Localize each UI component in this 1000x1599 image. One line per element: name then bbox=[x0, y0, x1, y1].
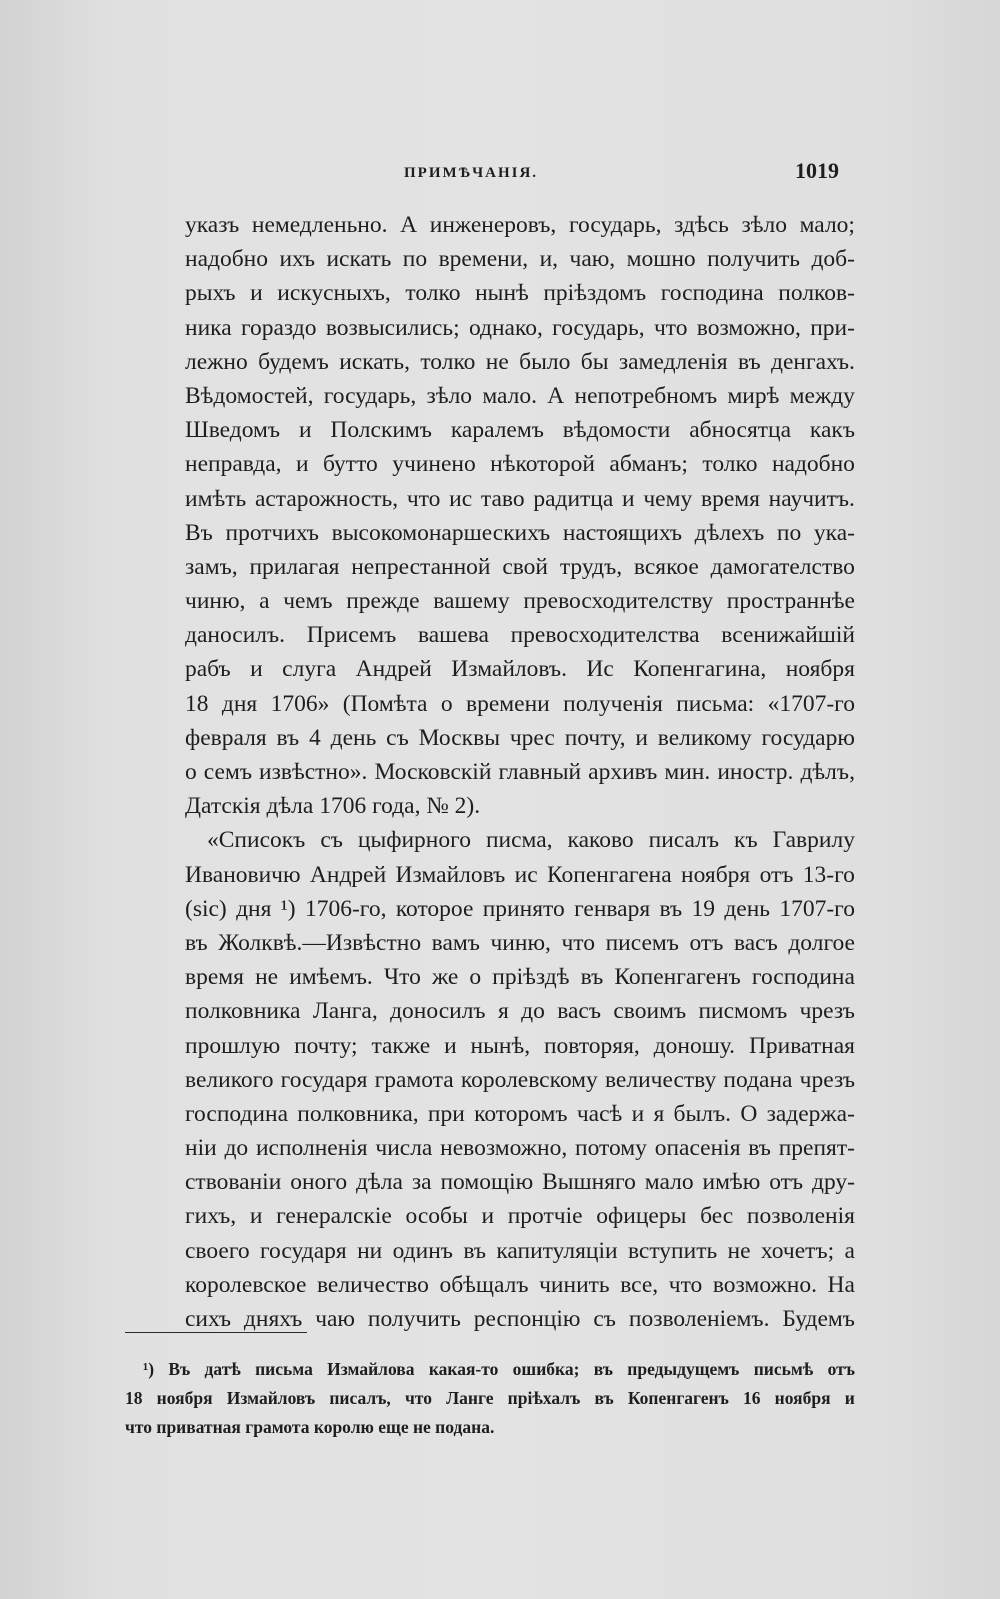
text-line: господина полковника, при которомъ часѣ и я былъ. О задержа- bbox=[185, 1100, 855, 1127]
footnote-line: что приватная грамота королю еще не подана. bbox=[125, 1417, 495, 1437]
text-line: надобно ихъ искать по времени, и, чаю, мошно получить доб- bbox=[185, 246, 855, 273]
page-number: 1019 bbox=[795, 158, 839, 183]
text-line: своего государя ни одинъ въ капитуляціи вступить не хочетъ; а bbox=[185, 1237, 855, 1264]
text-line: Датскія дѣла 1706 года, № 2). bbox=[185, 793, 481, 820]
text-line: сихъ дняхъ чаю получить респонцію съ позволеніемъ. Будемъ bbox=[185, 1306, 855, 1332]
text-line: великого государя грамота королевскому величеству подана чрезъ bbox=[185, 1066, 855, 1093]
footnote-line: 18 ноября Измайловъ писалъ, что Ланге пріѣхалъ въ Копенгагенъ 16 ноября и bbox=[125, 1388, 855, 1408]
text-line: 18 дня 1706» (Помѣта о времени полученія письма: «1707-го bbox=[185, 690, 855, 717]
text-line: (sic) дня ¹) 1706-го, которое принято генваря въ 19 день 1707-го bbox=[185, 895, 855, 922]
text-line: рыхъ и искусныхъ, толко нынѣ пріѣздомъ господина полков- bbox=[185, 280, 855, 307]
text-line: ніи до исполненія числа невозможно, потому опасенія въ препят- bbox=[185, 1135, 855, 1162]
text-line: замъ, прилагая непрестанной свой трудъ, всякое дамогателство bbox=[185, 553, 855, 580]
main-text-block bbox=[185, 208, 855, 1336]
text-line: рабъ и слуга Андрей Измайловъ. Ис Копенгагина, ноября bbox=[185, 656, 855, 683]
text-line: полковника Ланга, доносилъ я до васъ своимъ писмомъ чрезъ bbox=[185, 998, 855, 1025]
text-line: Вѣдомостей, государь, зѣло мало. А непотребномъ мирѣ между bbox=[185, 382, 855, 409]
text-line: Шведомъ и Полскимъ каралемъ вѣдомости абносятца какъ bbox=[185, 417, 855, 444]
text-line: Въ протчихъ высокомонаршескихъ настоящихъ дѣлехъ по ука- bbox=[185, 519, 855, 546]
text-line: время не имѣемъ. Что же о пріѣздѣ въ Копенгагенъ господина bbox=[185, 964, 855, 991]
text-line: неправда, и бутто учинено нѣкоторой абманъ; толко надобно bbox=[185, 451, 855, 478]
text-line: даносилъ. Присемъ вашева превосходителства всенижайшій bbox=[185, 622, 855, 649]
text-line: имѣть астарожность, что ис таво радитца и чему время научитъ. bbox=[185, 485, 855, 512]
text-line: указъ немедленьно. А инженеровъ, государь, здѣсь зѣло мало; bbox=[185, 212, 855, 238]
text-line: ника гораздо возвысились; однако, государь, что возможно, при- bbox=[185, 314, 855, 341]
running-header-title: ПРИМѢЧАНІЯ. bbox=[404, 165, 539, 181]
text-line: гихъ, и генералскіе особы и протчіе офицеры бес позволенія bbox=[185, 1203, 855, 1230]
footnote-line: ¹) Въ датѣ письма Измайлова какая-то ошибка; въ предыдущемъ письмѣ отъ bbox=[143, 1359, 855, 1379]
text-line: чиню, а чемъ прежде вашему превосходителству пространнѣе bbox=[185, 588, 855, 615]
text-line: прошлую почту; также и нынѣ, повторяя, доношу. Приватная bbox=[185, 1032, 855, 1059]
text-line: «Списокъ съ цыфирного писма, каково писалъ къ Гаврилу bbox=[207, 827, 855, 854]
text-line: февраля въ 4 день съ Москвы чрес почту, и великому государю bbox=[185, 724, 855, 751]
text-line: лежно будемъ искать, толко не было бы замедленія въ денгахъ. bbox=[185, 348, 855, 375]
text-line: королевское величество обѣщалъ чинить все, что возможно. На bbox=[185, 1271, 855, 1298]
footnote-divider bbox=[125, 1332, 307, 1333]
text-line: ствованіи оного дѣла за помощію Вышняго мало имѣю отъ дру- bbox=[185, 1169, 855, 1196]
text-line: Ивановичю Андрей Измайловъ ис Копенгагена ноября отъ 13-го bbox=[185, 861, 855, 888]
footnote-block bbox=[125, 1355, 855, 1442]
text-line: въ Жолквѣ.—Извѣстно вамъ чиню, что писемъ отъ васъ долгое bbox=[185, 929, 855, 956]
text-line: о семъ извѣстно». Московскій главный архивъ мин. иностр. дѣлъ, bbox=[185, 759, 855, 785]
